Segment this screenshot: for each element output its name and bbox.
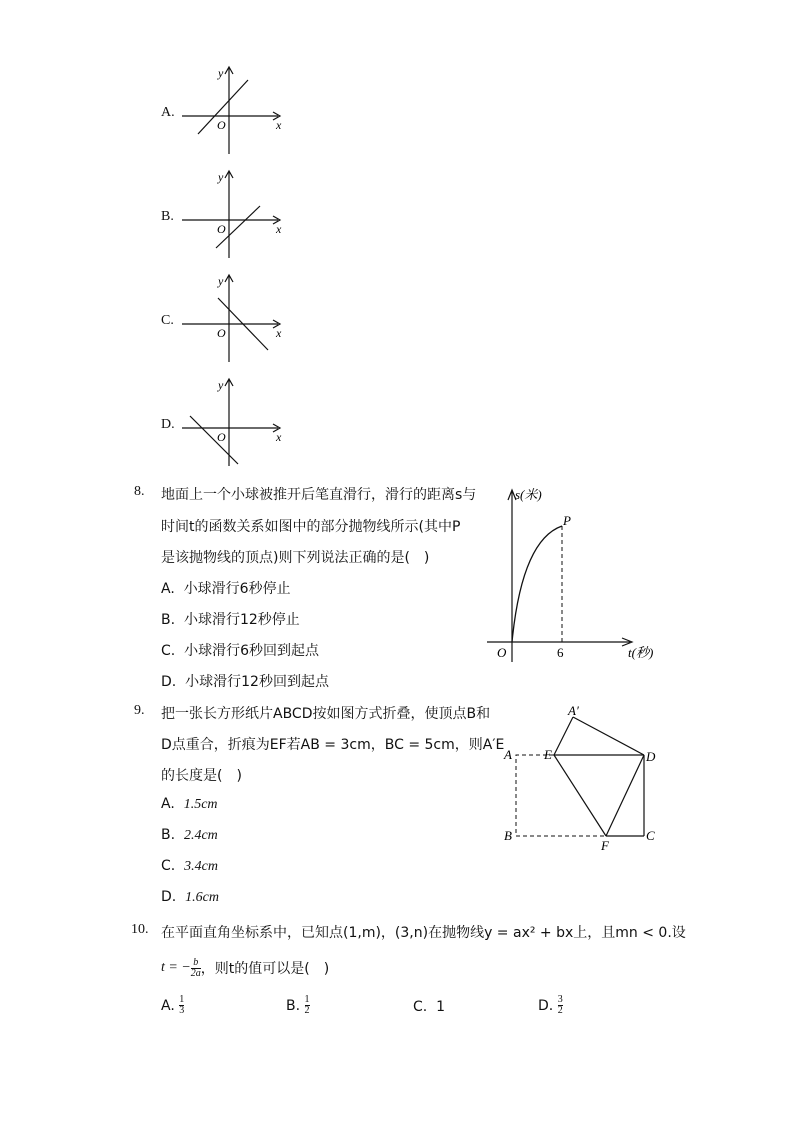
y-axis-label: y [218, 66, 224, 80]
option-a-label[interactable]: A. [161, 105, 175, 120]
point-a-label: A [504, 747, 512, 762]
fraction: $\frac{b}{2a}$ [190, 956, 201, 979]
y-axis-label: y [218, 378, 224, 392]
question-text-line: 是该抛物线的顶点)则下列说法正确的是( ) [161, 550, 430, 566]
question-text-line: D点重合，折痕为EF若AB = 3cm，BC = 5cm，则A′E [161, 737, 505, 753]
y-axis-label: y [218, 170, 224, 184]
point-e-label: E [544, 747, 552, 762]
segment-fd [606, 755, 644, 836]
fraction: $\frac{1}{3}$ [179, 994, 185, 1016]
option-d-graph [178, 374, 288, 469]
x-axis-label: x [276, 118, 282, 132]
option-d-label[interactable]: D. [161, 417, 175, 432]
option-a-graph [178, 62, 288, 157]
y-axis-label: y [218, 274, 224, 288]
point-c-label: C [646, 828, 655, 843]
x-axis-label: t(秒) [628, 645, 654, 660]
question-text-line: 在平面直角坐标系中，已知点(1,m)，(3,n)在抛物线y = ax² + bx上，且mn < 0.设 [161, 925, 686, 941]
x-axis-label: x [276, 326, 282, 340]
q8-parabola-graph [482, 484, 662, 669]
question-text-line: 地面上一个小球被推开后笔直滑行，滑行的距离s与 [161, 487, 477, 503]
option-a[interactable]: A. $\frac{1}{3}$ [161, 994, 185, 1016]
option-a[interactable]: A. 小球滑行6秒停止 [161, 581, 291, 597]
x-axis-label: x [276, 222, 282, 236]
x-axis-label: x [276, 430, 282, 444]
origin-label: O [217, 222, 226, 236]
option-d[interactable]: D. 1.6cm [161, 889, 219, 905]
option-d[interactable]: D. 小球滑行12秒回到起点 [161, 674, 329, 690]
origin-label: O [217, 430, 226, 444]
question-text-line: 的长度是( ) [161, 768, 242, 784]
option-b-label[interactable]: B. [161, 209, 174, 224]
option-c[interactable]: C. 1 [413, 999, 446, 1015]
option-b-graph [178, 166, 288, 261]
option-b[interactable]: B. 小球滑行12秒停止 [161, 612, 300, 628]
point-a-prime-label: A′ [568, 703, 579, 718]
segment-a1d [573, 717, 644, 755]
option-b[interactable]: B. 2.4cm [161, 827, 218, 843]
option-c-graph [178, 270, 288, 365]
point-b-label: B [504, 828, 512, 843]
rectangle-dashed-edges [516, 755, 606, 836]
function-line [190, 416, 238, 464]
origin-label: O [217, 326, 226, 340]
crease-ef [554, 755, 606, 836]
fraction: $\frac{3}{2}$ [557, 994, 563, 1016]
origin-label: O [217, 118, 226, 132]
q9-fold-figure [498, 700, 668, 855]
point-d-label: D [646, 749, 656, 764]
fraction: $\frac{1}{2}$ [304, 994, 310, 1016]
question-text-line: 把一张长方形纸片ABCD按如图方式折叠，使顶点B和 [161, 706, 491, 722]
option-a[interactable]: A. 1.5cm [161, 796, 218, 812]
segment-ea1 [554, 717, 573, 755]
origin-label: O [497, 645, 507, 660]
question-text-line: 时间t的函数关系如图中的部分抛物线所示(其中P [161, 519, 461, 535]
question-number: 8. [134, 484, 145, 499]
option-c-label[interactable]: C. [161, 313, 174, 328]
vertex-label: P [563, 513, 571, 528]
question-text-line: t = − $\frac{b}{2a}$ ，则t的值可以是( ) [161, 956, 330, 979]
option-b[interactable]: B. $\frac{1}{2}$ [286, 994, 310, 1016]
y-axis-label: s(米) [515, 487, 542, 502]
point-f-label: F [601, 838, 609, 853]
tick-label: 6 [557, 645, 564, 660]
question-number: 10. [131, 922, 149, 937]
option-c[interactable]: C. 3.4cm [161, 858, 218, 874]
parabola-curve [512, 526, 562, 642]
option-d[interactable]: D. $\frac{3}{2}$ [538, 994, 563, 1016]
option-c[interactable]: C. 小球滑行6秒回到起点 [161, 643, 320, 659]
question-number: 9. [134, 703, 145, 718]
